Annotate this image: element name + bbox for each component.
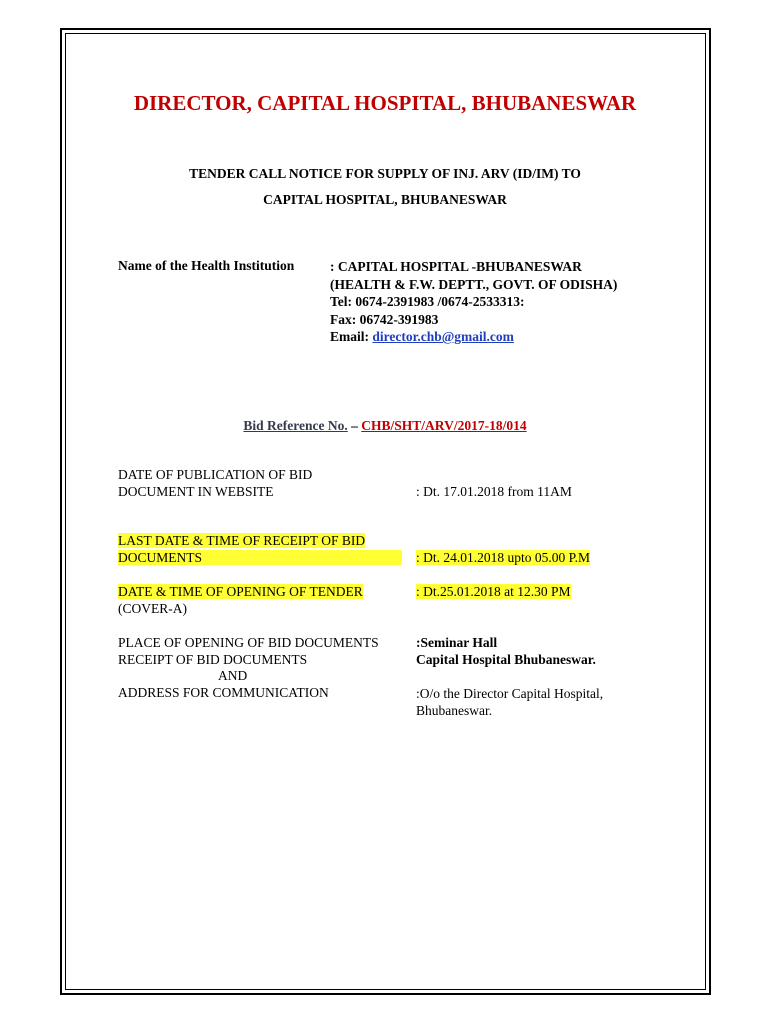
bid-reference-separator: – — [347, 418, 362, 433]
institution-fax: Fax: 06742-391983 — [330, 311, 439, 327]
opening-label-line2: (COVER-A) — [118, 600, 187, 616]
institution-name: : CAPITAL HOSPITAL -BHUBANESWAR — [330, 259, 582, 274]
opening-label-line1 — [118, 584, 363, 601]
address-value-line2: Bhubaneswar. — [416, 702, 493, 718]
place-value-line1: :Seminar Hall — [416, 635, 498, 650]
last-date-label-line1-text: LAST DATE & TIME OF RECEIPT OF BID — [118, 533, 366, 548]
publication-label-line2: DOCUMENT IN WEBSITE — [118, 483, 274, 499]
document-title: DIRECTOR, CAPITAL HOSPITAL, BHUBANESWAR — [133, 91, 637, 115]
notice-subtitle-line2: CAPITAL HOSPITAL, BHUBANESWAR — [263, 192, 507, 207]
institution-dept: (HEALTH & F.W. DEPTT., GOVT. OF ODISHA) — [330, 276, 618, 292]
notice-subtitle-line1: TENDER CALL NOTICE FOR SUPPLY OF INJ. ARV (ID/IM) TO — [189, 166, 581, 181]
email-label: Email: — [330, 329, 373, 344]
institution-email-row — [330, 328, 617, 346]
opening-value — [416, 584, 571, 601]
institution-label: Name of the Health Institution — [118, 258, 295, 273]
bid-reference-label: Bid Reference No. — [243, 418, 348, 433]
publication-label — [118, 467, 312, 500]
last-date-value — [416, 550, 590, 567]
last-date-label-line2-text: DOCUMENTS — [118, 550, 402, 565]
bid-reference-number: CHB/SHT/ARV/2017-18/014 — [361, 418, 527, 433]
place-label — [118, 635, 379, 701]
bid-reference — [0, 418, 770, 434]
place-label-line4: ADDRESS FOR COMMUNICATION — [118, 684, 329, 700]
last-date-label-line2 — [118, 550, 402, 567]
email-link[interactable]: director.chb@gmail.com — [372, 329, 514, 344]
institution-details — [330, 258, 617, 346]
publication-value: : Dt. 17.01.2018 from 11AM — [416, 484, 572, 499]
institution-tel: Tel: 0674-2391983 /0674-2533313: — [330, 294, 525, 309]
opening-value-text: : Dt.25.01.2018 at 12.30 PM — [416, 584, 571, 599]
address-value — [416, 686, 603, 719]
place-label-line3: AND — [218, 668, 248, 683]
place-value-line2: Capital Hospital Bhubaneswar. — [416, 651, 596, 667]
place-label-line2: RECEIPT OF BID DOCUMENTS — [118, 651, 308, 667]
last-date-value-text: : Dt. 24.01.2018 upto 05.00 P.M — [416, 550, 591, 565]
publication-label-line1: DATE OF PUBLICATION OF BID — [118, 467, 313, 482]
opening-label — [118, 584, 363, 617]
place-label-line1: PLACE OF OPENING OF BID DOCUMENTS — [118, 635, 379, 650]
opening-label-line1-text: DATE & TIME OF OPENING OF TENDER — [118, 584, 363, 599]
place-value — [416, 635, 596, 668]
last-date-label — [118, 533, 402, 566]
last-date-label-line1 — [118, 533, 402, 550]
address-value-line1: :O/o the Director Capital Hospital, — [416, 686, 604, 701]
